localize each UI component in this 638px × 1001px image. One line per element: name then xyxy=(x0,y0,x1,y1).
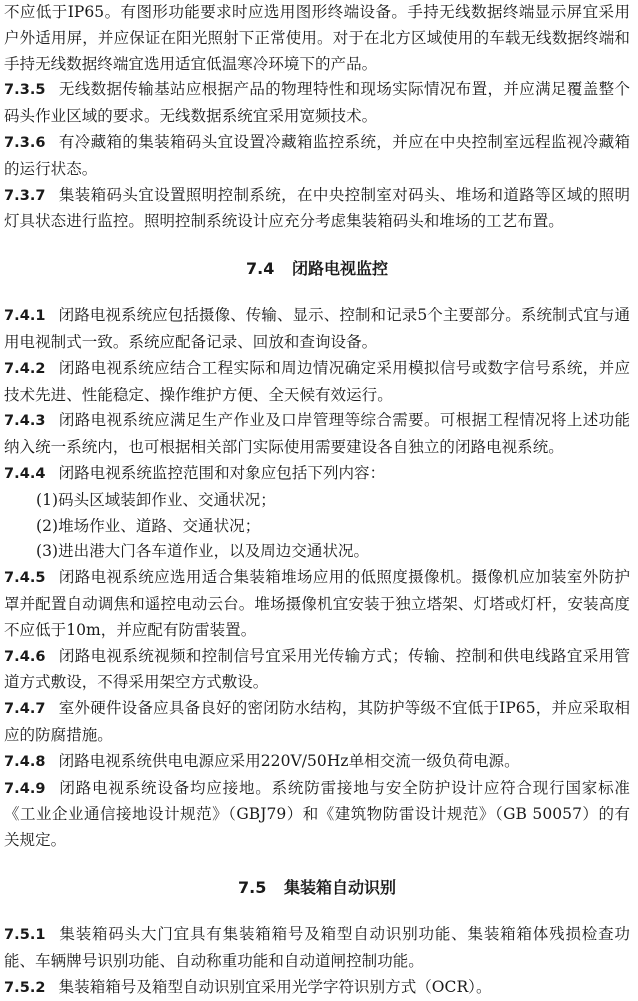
clause-text: 集装箱箱号及箱型自动识别宜采用光学字符识别方式（OCR）。 xyxy=(59,978,492,996)
clause-7-4-1 xyxy=(4,303,630,356)
clause-7-4-6 xyxy=(4,644,630,697)
section-number: 7.4 xyxy=(246,259,274,278)
clause-text: 闭路电视系统应结合工程实际和周边情况确定采用模拟信号或数字信号系统，并应技术先进、性能稳定、操作维护方便、全天候有效运行。 xyxy=(4,359,630,404)
section-heading-7-4 xyxy=(4,256,630,282)
clause-7-4-3 xyxy=(4,408,630,461)
clause-text: 有冷藏箱的集装箱码头宜设置冷藏箱监控系统，并应在中央控制室远程监视冷藏箱的运行状态。 xyxy=(4,133,630,178)
clause-7-4-8 xyxy=(4,749,630,776)
clause-7-4-9 xyxy=(4,776,630,854)
clause-text: 闭路电视系统视频和控制信号宜采用光传输方式；传输、控制和供电线路宜采用管道方式敷设，不得采用架空方式敷设。 xyxy=(4,647,630,692)
document-page xyxy=(4,0,630,1001)
clause-7-4-2 xyxy=(4,356,630,409)
clause-7-4-4 xyxy=(4,461,630,488)
clause-number: 7.3.5 xyxy=(4,82,46,98)
clause-number: 7.4.3 xyxy=(4,413,46,429)
clause-text: 集装箱码头大门宜具有集装箱箱号及箱型自动识别功能、集装箱箱体残损检查功能、车辆牌号识别功能、自动称重功能和自动道闸控制功能。 xyxy=(4,925,630,970)
list-item: (2)堆场作业、道路、交通状况； xyxy=(4,514,630,540)
section-title: 集装箱自动识别 xyxy=(284,878,396,897)
section-heading-7-5 xyxy=(4,875,630,901)
list-item: (3)进出港大门各车道作业，以及周边交通状况。 xyxy=(4,539,630,565)
clause-number: 7.4.2 xyxy=(4,361,46,377)
clause-text: 无线数据传输基站应根据产品的物理特性和现场实际情况布置，并应满足覆盖整个码头作业区域的要求。无线数据系统宜采用宽频技术。 xyxy=(4,80,630,125)
paragraph-continued: 不应低于IP65。有图形功能要求时应选用图形终端设备。手持无线数据终端显示屏宜采用户外适用屏，并应保证在阳光照射下正常使用。对于在北方区域使用的车载无线数据终端和手持无线数据终端宜选用适宜低温寒冷环境下的产品。 xyxy=(4,0,630,77)
clause-7-3-6 xyxy=(4,130,630,183)
clause-text: 闭路电视系统应满足生产作业及口岸管理等综合需要。可根据工程情况将上述功能纳入统一系统内，也可根据相关部门实际使用需要建设各自独立的闭路电视系统。 xyxy=(4,411,630,456)
clause-number: 7.4.8 xyxy=(4,754,46,770)
clause-7-5-2 xyxy=(4,975,630,1001)
clause-number: 7.4.6 xyxy=(4,649,46,665)
clause-number: 7.5.2 xyxy=(4,980,46,996)
clause-text: 闭路电视系统应选用适合集装箱堆场应用的低照度摄像机。摄像机应加装室外防护罩并配置自动调焦和遥控电动云台。堆场摄像机宜安装于独立塔架、灯塔或灯杆，安装高度不应低于10m，并应配有防雷装置。 xyxy=(4,568,630,639)
clause-number: 7.4.4 xyxy=(4,466,46,482)
section-title: 闭路电视监控 xyxy=(292,259,388,278)
list-item: (1)码头区域装卸作业、交通状况； xyxy=(4,488,630,514)
clause-text: 闭路电视系统供电电源应采用220V/50Hz单相交流一级负荷电源。 xyxy=(59,752,520,770)
clause-number: 7.4.7 xyxy=(4,701,46,717)
clause-7-3-5 xyxy=(4,77,630,130)
clause-number: 7.3.6 xyxy=(4,135,46,151)
clause-text: 室外硬件设备应具备良好的密闭防水结构，其防护等级不宜低于IP65，并应采取相应的防腐措施。 xyxy=(4,699,630,744)
clause-number: 7.4.5 xyxy=(4,570,46,586)
clause-number: 7.4.9 xyxy=(4,781,46,797)
clause-number: 7.5.1 xyxy=(4,927,46,943)
clause-7-5-1 xyxy=(4,922,630,975)
section-number: 7.5 xyxy=(238,878,266,897)
clause-text: 闭路电视系统设备均应接地。系统防雷接地与安全防护设计应符合现行国家标准《工业企业通信接地设计规范》（GBJ79）和《建筑物防雷设计规范》（GB 50057）的有关规定。 xyxy=(4,779,630,850)
clause-text: 闭路电视系统监控范围和对象应包括下列内容： xyxy=(59,464,386,482)
clause-number: 7.4.1 xyxy=(4,308,46,324)
clause-7-4-7 xyxy=(4,696,630,749)
clause-text: 闭路电视系统应包括摄像、传输、显示、控制和记录5个主要部分。系统制式宜与通用电视制式一致。系统应配备记录、回放和查询设备。 xyxy=(4,306,630,351)
clause-text: 集装箱码头宜设置照明控制系统，在中央控制室对码头、堆场和道路等区域的照明灯具状态进行监控。照明控制系统设计应充分考虑集装箱码头和堆场的工艺布置。 xyxy=(4,186,630,231)
clause-7-4-5 xyxy=(4,565,630,643)
clause-number: 7.3.7 xyxy=(4,188,46,204)
clause-7-3-7 xyxy=(4,183,630,236)
